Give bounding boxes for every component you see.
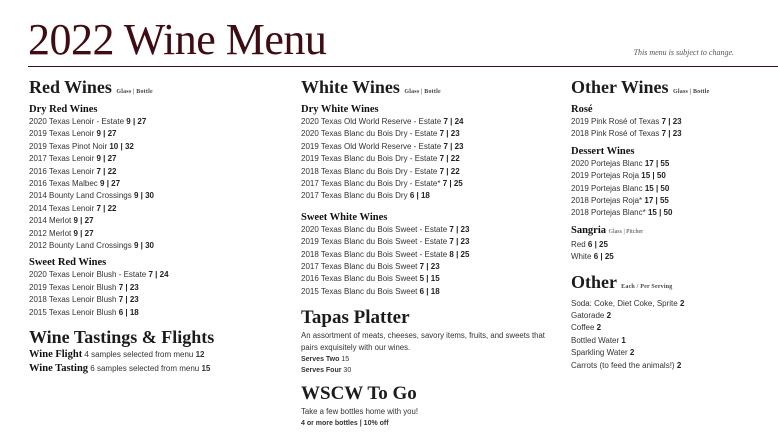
tapas-heading: Tapas Platter: [301, 307, 410, 329]
menu-item: [301, 224, 563, 236]
tasting-name: Wine Tasting: [29, 363, 89, 375]
item-price: 9 | 30: [133, 191, 154, 201]
item-price: 17 | 55: [644, 158, 670, 168]
item-name: 2019 Pink Rosé of Texas: [571, 117, 660, 126]
item-price: 7 | 23: [661, 129, 682, 139]
other-heading: Other Each / Per Serving: [571, 271, 673, 292]
item-name: 2019 Portejas Blanc: [571, 183, 643, 193]
menu-item: [301, 273, 563, 285]
sweet-white-wines-list: [301, 224, 563, 298]
item-price: 2: [606, 311, 612, 321]
item-name: 2020 Texas Blanc du Bois Dry - Estate: [301, 129, 438, 139]
item-price: 9 | 27: [73, 228, 94, 238]
item-price: 9 | 30: [133, 241, 154, 251]
item-price: 7 | 23: [118, 295, 139, 305]
menu-item: [301, 286, 563, 298]
tastings-heading: Wine Tastings & Flights: [29, 327, 215, 348]
item-name: Soda: Coke, Diet Coke, Sprite: [571, 298, 678, 308]
to-go-heading: WSCW To Go: [301, 383, 417, 405]
menu-title: 2022 Wine Menu: [28, 15, 327, 64]
item-price: 7 | 22: [96, 166, 117, 176]
item-name: Sparkling Water: [571, 348, 628, 358]
item-name: 2015 Texas Lenoir Blush: [29, 307, 117, 317]
item-price: 10 | 32: [109, 141, 134, 151]
menu-item: [571, 322, 776, 334]
item-price: 2: [629, 348, 635, 358]
menu-item: [29, 240, 291, 252]
tapas-description: An assortment of meats, cheeses, savory items, fruits, and sweets that pairs exquisitely with our wines.: [301, 331, 545, 353]
item-name: 2015 Texas Blanc du Bois Sweet: [301, 286, 418, 296]
other-each-serving: Each / Per Serving: [621, 283, 673, 290]
subject-to-change-note: This menu is subject to change.: [633, 48, 734, 57]
menu-item: [301, 128, 563, 140]
item-price: 7 | 23: [661, 117, 682, 126]
item-name: Red: [571, 239, 586, 249]
item-price: 8 | 25: [449, 249, 470, 259]
item-price: 9 | 27: [126, 117, 147, 126]
item-name: White: [571, 252, 592, 262]
other-wines-glass-bottle: Glass | Bottle: [673, 89, 710, 95]
sweet-red-wines-list: [29, 269, 291, 319]
menu-item: [29, 203, 291, 215]
item-price: 5 | 15: [419, 274, 440, 284]
item-name: 2020 Texas Lenoir Blush - Estate: [29, 270, 147, 280]
item-name: 2017 Texas Blanc du Bois Dry: [301, 191, 408, 201]
sangria-list: [571, 239, 776, 264]
menu-item: [301, 190, 563, 202]
item-price: 6 | 18: [118, 307, 139, 317]
item-price: 9 | 27: [96, 154, 117, 164]
item-price: 7 | 23: [449, 237, 470, 247]
item-price: 9 | 27: [96, 129, 117, 139]
menu-item: [571, 360, 776, 372]
menu-item: [301, 236, 563, 248]
sweet-white-wines-heading: Sweet White Wines: [301, 211, 388, 223]
item-name: Gatorade: [571, 311, 605, 321]
tasting-price: 12: [195, 350, 205, 360]
item-price: 9 | 27: [73, 216, 94, 226]
red-wines-heading: Red Wines Glass | Bottle: [29, 77, 153, 97]
menu-item: [29, 178, 291, 190]
item-name: 2014 Texas Lenoir: [29, 203, 95, 213]
menu-item: [301, 178, 563, 190]
item-name: 2020 Portejas Blanc: [571, 158, 643, 168]
menu-item: [29, 307, 291, 319]
item-price: 7 | 22: [96, 203, 117, 213]
column-right: [571, 77, 776, 372]
item-name: 2018 Portejas Roja*: [571, 196, 643, 206]
sweet-red-wines-heading: Sweet Red Wines: [29, 257, 107, 269]
item-price: 7 | 23: [118, 282, 139, 292]
tasting-item: [29, 362, 291, 376]
item-name: 2019 Texas Blanc du Bois Sweet - Estate: [301, 237, 448, 247]
item-name: 2019 Texas Old World Reserve - Estate: [301, 141, 442, 151]
tasting-name: Wine Flight: [29, 349, 83, 361]
item-price: 7 | 22: [439, 154, 460, 164]
red-wines-glass-bottle: Glass | Bottle: [116, 89, 153, 95]
to-go-description: Take a few bottles home with you!: [301, 407, 419, 417]
rose-heading: Rosé: [571, 104, 593, 115]
menu-item: [301, 261, 563, 273]
tasting-price: 15: [201, 364, 211, 374]
menu-item: [571, 298, 776, 310]
menu-item: [571, 347, 776, 359]
item-price: 17 | 55: [644, 196, 669, 206]
item-name: 2017 Texas Blanc du Bois Dry - Estate*: [301, 179, 441, 189]
item-name: 2018 Texas Lenoir Blush: [29, 295, 117, 305]
other-items-list: [571, 298, 776, 372]
item-name: 2019 Texas Lenoir Blush: [29, 282, 117, 292]
menu-item: [301, 166, 563, 178]
menu-item: [29, 166, 291, 178]
menu-item: [571, 310, 776, 322]
sangria-heading: Sangria Glass | Pitcher: [571, 224, 644, 236]
item-price: 7 | 23: [419, 262, 440, 272]
sangria-glass-pitcher: Glass | Pitcher: [608, 228, 644, 235]
menu-item: [29, 190, 291, 202]
column-middle: [301, 77, 563, 429]
item-name: 2019 Texas Blanc du Bois Dry - Estate: [301, 154, 438, 164]
item-name: 2019 Texas Lenoir: [29, 129, 95, 139]
menu-item: [301, 141, 563, 153]
menu-item: [571, 335, 776, 347]
item-price: 2: [676, 360, 682, 370]
item-price: 7 | 23: [439, 129, 460, 139]
item-name: Carrots (to feed the animals!): [571, 360, 675, 370]
item-price: 6 | 25: [587, 239, 608, 249]
tastings-list: [29, 348, 291, 376]
item-price: 15 | 50: [641, 171, 666, 181]
item-price: 7 | 22: [439, 166, 460, 176]
tapas-serves: [301, 354, 563, 376]
menu-item: [571, 116, 776, 128]
menu-item: [29, 141, 291, 153]
item-name: 2020 Texas Old World Reserve - Estate: [301, 117, 442, 126]
menu-item: [29, 228, 291, 240]
item-price: 7 | 23: [449, 224, 470, 234]
item-price: 7 | 23: [443, 141, 464, 151]
item-name: 2019 Portejas Roja: [571, 171, 640, 181]
serve-label: Serves Four: [301, 367, 342, 375]
item-name: 2019 Texas Pinot Noir: [29, 141, 108, 151]
item-name: 2018 Texas Blanc du Bois Dry - Estate: [301, 166, 438, 176]
menu-item: [571, 170, 776, 182]
menu-item: [571, 183, 776, 195]
menu-item: [29, 153, 291, 165]
menu-item: [301, 116, 563, 128]
dry-red-wines-list: [29, 116, 291, 252]
menu-item: [571, 158, 776, 170]
tasting-item: [29, 348, 291, 362]
white-wines-heading: White Wines Glass | Bottle: [301, 77, 441, 97]
item-name: 2018 Texas Blanc du Bois Sweet - Estate: [301, 249, 448, 259]
other-wines-heading: Other Wines Glass | Bottle: [571, 77, 710, 97]
item-price: 15 | 50: [647, 208, 673, 218]
item-price: 6 | 18: [419, 286, 440, 296]
dry-white-wines-heading: Dry White Wines: [301, 104, 379, 115]
serve-label: Serves Two: [301, 356, 340, 364]
item-name: 2017 Texas Blanc du Bois Sweet: [301, 262, 418, 272]
item-name: 2020 Texas Lenoir - Estate: [29, 117, 125, 126]
item-name: 2012 Merlot: [29, 228, 72, 238]
tapas-serve-option: [301, 354, 563, 365]
white-wines-glass-bottle: Glass | Bottle: [404, 89, 441, 95]
item-price: 1: [621, 335, 626, 345]
menu-item: [571, 207, 776, 219]
menu-item: [571, 239, 776, 251]
rose-list: [571, 116, 776, 141]
item-name: 2016 Texas Blanc du Bois Sweet: [301, 274, 418, 284]
item-price: 2: [679, 298, 685, 308]
menu-item: [29, 116, 291, 128]
dry-white-wines-list: [301, 116, 563, 203]
item-price: 7 | 25: [442, 179, 463, 189]
tapas-serve-option: [301, 365, 563, 376]
menu-item: [29, 269, 291, 281]
item-name: Bottled Water: [571, 335, 620, 345]
serve-price: 15: [341, 356, 350, 364]
item-price: 15 | 50: [644, 183, 670, 193]
menu-item: [301, 249, 563, 261]
item-name: 2020 Texas Blanc du Bois Sweet - Estate: [301, 224, 448, 234]
tasting-desc: 6 samples selected from menu: [90, 364, 200, 374]
item-name: 2014 Bounty Land Crossings: [29, 191, 132, 201]
item-price: 7 | 24: [443, 117, 464, 126]
menu-item: [571, 251, 776, 263]
item-price: 6 | 18: [409, 191, 430, 201]
menu-item: [29, 215, 291, 227]
column-left: [29, 77, 291, 376]
menu-item: [571, 128, 776, 140]
menu-item: [29, 128, 291, 140]
item-name: 2018 Portejas Blanc*: [571, 208, 646, 218]
item-price: 7 | 24: [148, 270, 169, 280]
item-price: 9 | 27: [100, 179, 121, 189]
tasting-desc: 4 samples selected from menu: [84, 350, 194, 360]
item-name: 2012 Bounty Land Crossings: [29, 241, 132, 251]
dessert-wines-heading: Dessert Wines: [571, 145, 635, 157]
menu-item: [301, 153, 563, 165]
item-name: 2014 Merlot: [29, 216, 72, 226]
dry-red-wines-heading: Dry Red Wines: [29, 104, 98, 115]
menu-item: [571, 195, 776, 207]
item-name: Coffee: [571, 323, 595, 333]
item-name: 2017 Texas Lenoir: [29, 154, 95, 164]
menu-item: [29, 282, 291, 294]
item-name: 2016 Texas Lenoir: [29, 166, 95, 176]
item-price: 6 | 25: [593, 252, 614, 262]
item-name: 2018 Pink Rosé of Texas: [571, 129, 660, 139]
to-go-offer: 4 or more bottles | 10% off: [301, 420, 389, 428]
item-name: 2016 Texas Malbec: [29, 179, 98, 189]
item-price: 2: [596, 323, 602, 333]
dessert-wines-list: [571, 158, 776, 220]
menu-item: [29, 294, 291, 306]
serve-price: 30: [343, 367, 352, 375]
title-divider: [28, 66, 778, 67]
